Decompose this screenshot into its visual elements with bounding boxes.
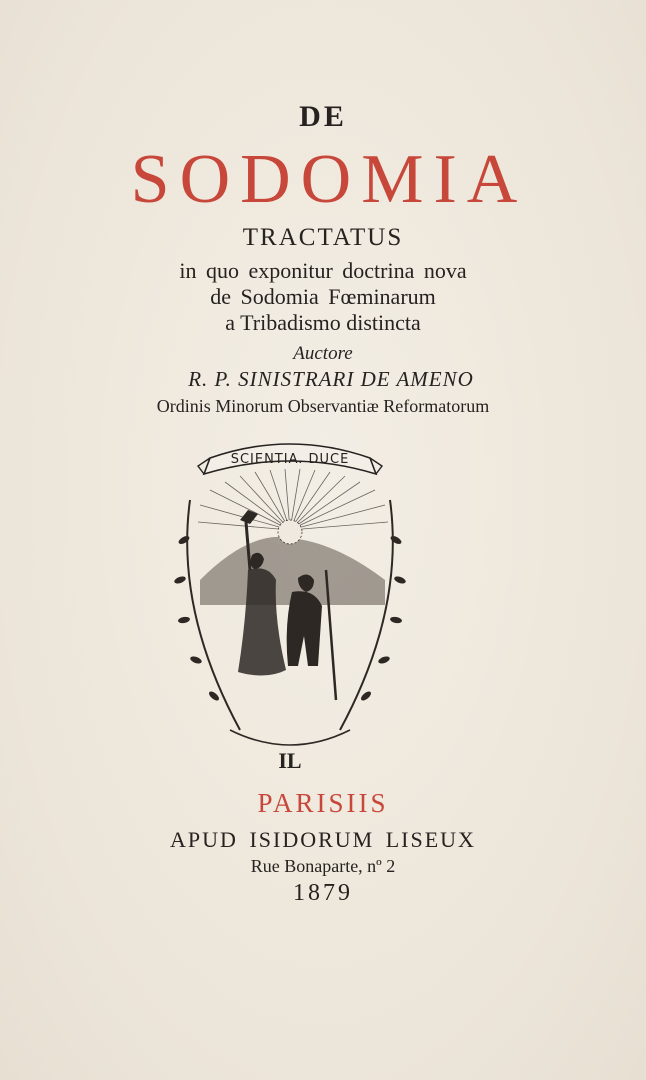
description-line-2: de Sodomia Fœminarum	[210, 284, 436, 309]
author-order: Ordinis Minorum Observantiæ Reformatorum	[156, 396, 490, 416]
printer-emblem	[170, 430, 410, 775]
imprint-publisher: APUD ISIDORUM LISEUX	[170, 827, 476, 852]
description-line-3: a Tribadismo distincta	[225, 310, 421, 335]
emblem-motto: SCIENTIA. DUCE	[230, 452, 350, 467]
title-de: DE	[299, 100, 347, 133]
author-name: R. P. SINISTRARI DE AMENO	[188, 367, 474, 391]
subtitle: TRACTATUS	[242, 224, 404, 251]
description-line-1: in quo exponitur doctrina nova	[179, 258, 467, 283]
title-main: SODOMIA	[130, 141, 528, 218]
imprint-address: Rue Bonaparte, nº 2	[250, 856, 396, 876]
imprint-city: PARISIIS	[257, 788, 389, 818]
imprint-year: 1879	[293, 880, 353, 906]
author-label: Auctore	[293, 343, 353, 364]
emblem-monogram: IL	[278, 748, 302, 773]
